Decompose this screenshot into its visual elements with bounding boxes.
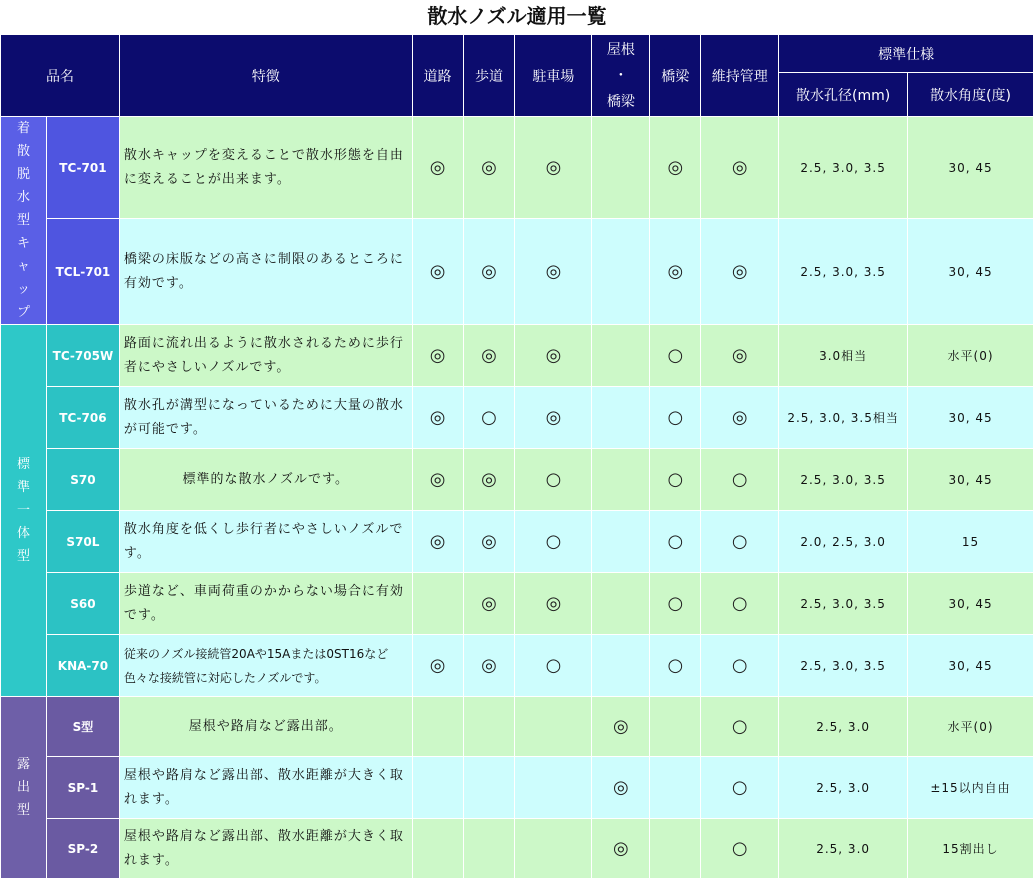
product-name: TC-705W [46,325,119,387]
hole-size: 2.5, 3.0, 3.5 [779,635,908,697]
hole-size: 2.5, 3.0 [779,819,908,879]
maintenance-mark: ◎ [701,219,779,325]
roof-mark: ◎ [592,697,650,757]
product-name: S70L [46,511,119,573]
road-mark: ◎ [412,449,463,511]
hole-size: 3.0相当 [779,325,908,387]
header-roof-line2: ・ [613,67,628,84]
road-mark: ◎ [412,117,463,219]
spray-angle: ±15以内自由 [908,757,1034,819]
maintenance-mark: ○ [701,697,779,757]
spray-angle: 30, 45 [908,449,1034,511]
product-name: TC-706 [46,387,119,449]
sidewalk-mark: ◎ [463,573,515,635]
maintenance-mark: ◎ [701,117,779,219]
road-mark: ◎ [412,325,463,387]
maintenance-mark: ○ [701,819,779,879]
product-name: SP-1 [46,757,119,819]
table-row [1,387,1034,449]
feature-text: 橋梁の床版などの高さに制限のあるところに有効です。 [119,219,412,325]
maintenance-mark: ◎ [701,387,779,449]
parking-mark: ◎ [515,325,592,387]
spray-angle: 水平(0) [908,325,1034,387]
feature-text: 散水角度を低くし歩行者にやさしいノズルです。 [119,511,412,573]
spray-angle: 水平(0) [908,697,1034,757]
header-roof-line3: 橋梁 [606,93,635,110]
parking-mark [515,697,592,757]
table-row [1,511,1034,573]
product-name: TC-701 [46,117,119,219]
product-name: S70 [46,449,119,511]
bridge-mark: ○ [650,635,701,697]
table-row [1,757,1034,819]
maintenance-mark: ○ [701,757,779,819]
bridge-mark: ○ [650,387,701,449]
road-mark: ◎ [412,219,463,325]
roof-mark [592,449,650,511]
page-title: 散水ノズル適用一覧 [427,4,607,28]
hole-size: 2.0, 2.5, 3.0 [779,511,908,573]
sidewalk-mark: ◎ [463,635,515,697]
bridge-mark [650,757,701,819]
parking-mark: ○ [515,511,592,573]
parking-mark [515,757,592,819]
product-name: SP-2 [46,819,119,879]
sidewalk-mark [463,697,515,757]
road-mark: ◎ [412,511,463,573]
header-roof [592,35,650,117]
roof-mark [592,511,650,573]
spray-angle: 30, 45 [908,387,1034,449]
maintenance-mark: ○ [701,511,779,573]
feature-text: 屋根や路肩など露出部、散水距離が大きく取れます。 [119,819,412,879]
spray-angle: 30, 45 [908,117,1034,219]
parking-mark: ◎ [515,573,592,635]
header-road: 道路 [412,35,463,117]
bridge-mark: ◎ [650,219,701,325]
group-label-standard: 標準一体型 [1,325,47,697]
product-name: TCL-701 [46,219,119,325]
parking-mark: ◎ [515,117,592,219]
parking-mark [515,819,592,879]
spray-angle: 30, 45 [908,635,1034,697]
hole-size: 2.5, 3.0, 3.5 [779,573,908,635]
road-mark [412,697,463,757]
feature-text: 散水キャップを変えることで散水形態を自由に変えることが出来ます。 [119,117,412,219]
feature-text: 従来のノズル接続管20Aや15Aまたは0ST16など色々な接続管に対応したノズルです。 [119,635,412,697]
header-roof-line1: 屋根 [606,41,635,58]
spray-angle: 15 [908,511,1034,573]
header-spec-angle: 散水角度(度) [908,73,1034,117]
hole-size: 2.5, 3.0, 3.5 [779,117,908,219]
parking-mark: ◎ [515,387,592,449]
hole-size: 2.5, 3.0, 3.5相当 [779,387,908,449]
table-row [1,697,1034,757]
roof-mark [592,387,650,449]
header-bridge: 橋梁 [650,35,701,117]
table-row [1,219,1034,325]
parking-mark: ○ [515,635,592,697]
maintenance-mark: ○ [701,449,779,511]
sidewalk-mark: ◎ [463,117,515,219]
feature-text: 散水孔が溝型になっているために大量の散水が可能です。 [119,387,412,449]
roof-mark [592,573,650,635]
road-mark [412,573,463,635]
table-row [1,635,1034,697]
sidewalk-mark [463,819,515,879]
feature-text: 標準的な散水ノズルです。 [119,449,412,511]
product-name: S60 [46,573,119,635]
roof-mark: ◎ [592,757,650,819]
sidewalk-mark: ○ [463,387,515,449]
bridge-mark: ○ [650,449,701,511]
table-row [1,819,1034,879]
header-parking: 駐車場 [515,35,592,117]
table-row [1,325,1034,387]
hole-size: 2.5, 3.0, 3.5 [779,449,908,511]
product-name: KNA-70 [46,635,119,697]
header-product: 品名 [1,35,120,117]
road-mark [412,757,463,819]
spray-angle: 30, 45 [908,573,1034,635]
parking-mark: ○ [515,449,592,511]
bridge-mark [650,819,701,879]
nozzle-table [0,34,1034,879]
maintenance-mark: ○ [701,635,779,697]
header-maintenance: 維持管理 [701,35,779,117]
bridge-mark: ○ [650,573,701,635]
sidewalk-mark: ◎ [463,511,515,573]
hole-size: 2.5, 3.0 [779,697,908,757]
table-row [1,449,1034,511]
sidewalk-mark: ◎ [463,219,515,325]
road-mark [412,819,463,879]
bridge-mark: ◎ [650,117,701,219]
header-spec-hole: 散水孔径(mm) [779,73,908,117]
sidewalk-mark: ◎ [463,449,515,511]
feature-text: 屋根や路肩など露出部、散水距離が大きく取れます。 [119,757,412,819]
maintenance-mark: ◎ [701,325,779,387]
road-mark: ◎ [412,387,463,449]
header-sidewalk: 歩道 [463,35,515,117]
spray-angle: 15割出し [908,819,1034,879]
feature-text: 屋根や路肩など露出部。 [119,697,412,757]
product-name: S型 [46,697,119,757]
parking-mark: ◎ [515,219,592,325]
road-mark: ◎ [412,635,463,697]
maintenance-mark: ○ [701,573,779,635]
group-label-cap: 着散脱水型キャップ [1,117,47,325]
header-feature: 特徴 [119,35,412,117]
roof-mark [592,325,650,387]
roof-mark [592,219,650,325]
spray-angle: 30, 45 [908,219,1034,325]
bridge-mark: ○ [650,325,701,387]
bridge-mark: ○ [650,511,701,573]
hole-size: 2.5, 3.0, 3.5 [779,219,908,325]
sidewalk-mark: ◎ [463,325,515,387]
roof-mark: ◎ [592,819,650,879]
feature-text: 路面に流れ出るように散水されるために歩行者にやさしいノズルです。 [119,325,412,387]
group-label-exposed: 露出型 [1,697,47,879]
bridge-mark [650,697,701,757]
roof-mark [592,117,650,219]
sidewalk-mark [463,757,515,819]
hole-size: 2.5, 3.0 [779,757,908,819]
roof-mark [592,635,650,697]
table-row [1,573,1034,635]
feature-text: 歩道など、車両荷重のかからない場合に有効です。 [119,573,412,635]
table-row [1,117,1034,219]
header-spec: 標準仕様 [779,35,1034,73]
